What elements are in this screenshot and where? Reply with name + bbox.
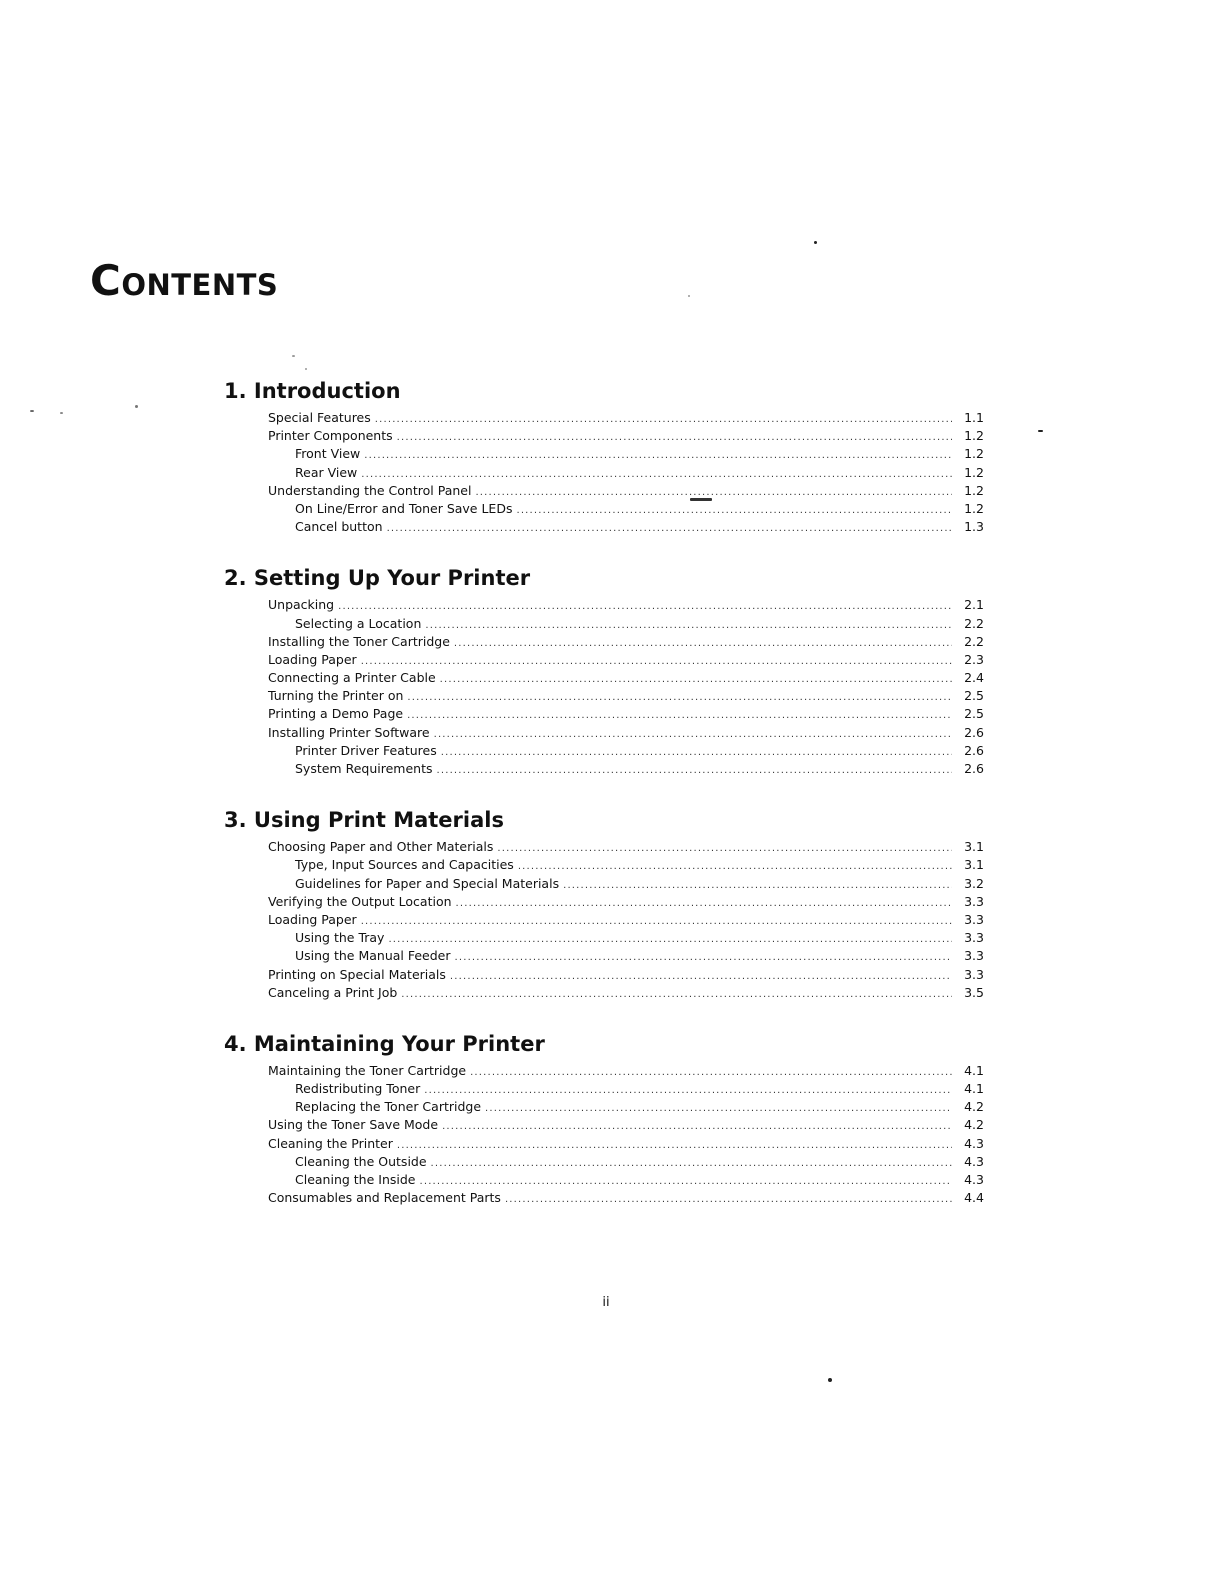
scan-speck (828, 1378, 832, 1382)
toc-entry-page: 2.6 (964, 724, 984, 740)
dot-leader (454, 635, 952, 653)
toc-entry-page: 1.2 (964, 464, 984, 480)
toc-entry-page: 3.2 (964, 875, 984, 891)
toc-entry (224, 409, 984, 427)
dot-leader (407, 689, 952, 707)
toc-entry-list (224, 596, 984, 778)
toc-entry-page: 3.3 (964, 930, 984, 946)
toc-entry-title: Unpacking (268, 597, 335, 613)
dot-leader (475, 484, 952, 502)
toc-entry-title: Using the Tray (295, 930, 385, 946)
toc-entry-page: 3.1 (964, 857, 984, 873)
toc-entry-page: 4.2 (964, 1117, 984, 1133)
toc-entry (224, 838, 984, 856)
toc-entry-page: 2.6 (964, 742, 984, 758)
chapter-heading: 1. Introduction (224, 379, 401, 403)
dot-leader (485, 1100, 952, 1118)
toc-entry-title: Printing on Special Materials (268, 966, 446, 982)
toc-entry-title: Printer Driver Features (295, 742, 437, 758)
toc-entry-page: 3.3 (964, 911, 984, 927)
toc-entry-page: 2.5 (964, 706, 984, 722)
dot-leader (364, 447, 952, 465)
toc-entry-page: 2.1 (964, 597, 984, 613)
toc-entry-page: 1.2 (964, 428, 984, 444)
dot-leader (424, 1082, 952, 1100)
toc-entry (224, 615, 984, 633)
toc-entry (224, 760, 984, 778)
dot-leader (497, 840, 952, 858)
toc-entry-page: 3.3 (964, 966, 984, 982)
scan-speck (305, 368, 307, 370)
toc-entry (224, 427, 984, 445)
dot-leader (387, 520, 952, 538)
toc-entry-page: 1.2 (964, 500, 984, 516)
toc-entry-title: Consumables and Replacement Parts (268, 1190, 501, 1206)
toc-entry-list (224, 1062, 984, 1208)
dot-leader (434, 726, 952, 744)
dot-leader (425, 617, 952, 635)
dot-leader (440, 671, 952, 689)
toc-entry-page: 4.4 (964, 1190, 984, 1206)
dot-leader (563, 877, 952, 895)
toc-entry-title: Cleaning the Inside (295, 1172, 416, 1187)
toc-entry-title: Understanding the Control Panel (268, 482, 472, 498)
dot-leader (437, 762, 953, 780)
toc-entry (224, 856, 984, 874)
toc-entry-title: Guidelines for Paper and Special Materials (295, 875, 560, 891)
scan-speck (60, 412, 63, 414)
toc-entry (224, 893, 984, 911)
dot-leader (431, 1155, 952, 1173)
toc-entry (224, 966, 984, 984)
toc-entry (224, 669, 984, 687)
toc-entry (224, 705, 984, 723)
toc-entry-page: 2.3 (964, 651, 984, 667)
toc-chapter (224, 806, 984, 1002)
dot-leader (401, 986, 952, 1004)
toc-entry-title: Connecting a Printer Cable (268, 670, 436, 686)
toc-entry-title: System Requirements (295, 761, 433, 776)
toc-entry-title: Maintaining the Toner Cartridge (268, 1062, 467, 1078)
dot-leader (361, 913, 952, 931)
toc-entry-title: Redistributing Toner (295, 1081, 421, 1097)
dot-leader (455, 949, 953, 967)
dot-leader (375, 411, 952, 429)
toc-entry-title: Rear View (295, 464, 358, 480)
toc-entry-page: 4.3 (964, 1172, 984, 1187)
toc-entry (224, 518, 984, 536)
toc-entry (224, 875, 984, 893)
dot-leader (516, 502, 952, 520)
toc-entry (224, 651, 984, 669)
dot-leader (518, 858, 952, 876)
toc-entry (224, 596, 984, 614)
toc-entry (224, 1062, 984, 1080)
toc-entry (224, 482, 984, 500)
toc-entry-title: Cancel button (295, 519, 383, 535)
toc-entry (224, 1135, 984, 1153)
scan-speck (292, 355, 295, 357)
toc-entry-page: 1.2 (964, 482, 984, 498)
toc-entry (224, 500, 984, 518)
dot-leader (407, 707, 952, 725)
dot-leader (388, 931, 952, 949)
toc-entry-page: 2.4 (964, 670, 984, 686)
scan-speck (1038, 430, 1043, 432)
toc-entry-title: Selecting a Location (295, 615, 422, 631)
toc-entry (224, 947, 984, 965)
toc-entry-page: 3.1 (964, 839, 984, 855)
page-title: Contents (90, 256, 279, 305)
toc-entry-list (224, 409, 984, 536)
dot-leader (338, 598, 952, 616)
dot-leader (456, 895, 952, 913)
toc-entry (224, 742, 984, 760)
toc-entry (224, 724, 984, 742)
toc-entry-title: Loading Paper (268, 651, 357, 667)
chapter-heading: 2. Setting Up Your Printer (224, 566, 531, 591)
toc-entry-title: Special Features (268, 410, 371, 425)
toc-entry-page: 4.1 (964, 1062, 984, 1078)
dot-leader (450, 968, 952, 986)
toc-entry-page: 4.2 (964, 1099, 984, 1115)
toc-entry (224, 929, 984, 947)
toc-entry-page: 4.1 (964, 1081, 984, 1097)
toc-entry-page: 2.6 (964, 761, 984, 776)
toc-entry (224, 1189, 984, 1207)
toc-entry-title: Cleaning the Printer (268, 1135, 393, 1151)
toc-entry-title: Cleaning the Outside (295, 1153, 427, 1169)
toc-entry-title: Choosing Paper and Other Materials (268, 839, 494, 855)
toc-entry-page: 1.2 (964, 446, 984, 462)
toc-entry-title: Printing a Demo Page (268, 706, 404, 722)
toc-entry-page: 4.3 (964, 1153, 984, 1169)
chapter-heading: 4. Maintaining Your Printer (224, 1031, 545, 1056)
toc-entry-title: Type, Input Sources and Capacities (295, 857, 514, 873)
dot-leader (442, 1118, 952, 1136)
scan-speck (814, 241, 817, 244)
toc-entry-title: Printer Components (268, 428, 393, 444)
toc-chapter (224, 377, 984, 536)
toc-entry (224, 633, 984, 651)
dot-leader (397, 1137, 952, 1155)
toc-entry-page: 1.3 (964, 519, 984, 535)
toc-entry-page: 3.5 (964, 984, 984, 1000)
toc-entry (224, 1116, 984, 1134)
toc-entry-title: Installing the Toner Cartridge (268, 633, 450, 649)
toc-entry (224, 464, 984, 482)
toc-entry-title: Turning the Printer on (268, 688, 404, 704)
toc-entry (224, 445, 984, 463)
toc-entry-page: 2.2 (964, 633, 984, 649)
dot-leader (441, 744, 952, 762)
toc-entry-title: Front View (295, 446, 361, 462)
dot-leader (505, 1191, 952, 1209)
toc-entry-title: Replacing the Toner Cartridge (295, 1099, 482, 1115)
toc-entry-page: 4.3 (964, 1135, 984, 1151)
toc-chapter (224, 1030, 984, 1208)
toc-entry-title: Using the Toner Save Mode (268, 1117, 439, 1133)
toc-entry (224, 911, 984, 929)
toc-entry (224, 1080, 984, 1098)
scan-speck (135, 405, 138, 408)
dot-leader (470, 1064, 952, 1082)
scan-speck (688, 295, 690, 297)
toc-entry (224, 984, 984, 1002)
table-of-contents (224, 377, 984, 1235)
toc-entry-title: Verifying the Output Location (268, 893, 452, 909)
toc-entry-title: Using the Manual Feeder (295, 948, 451, 964)
toc-entry (224, 1098, 984, 1116)
toc-entry-page: 1.1 (964, 410, 984, 425)
toc-entry-list (224, 838, 984, 1002)
scan-speck (690, 498, 712, 501)
dot-leader (361, 653, 952, 671)
toc-entry-page: 3.3 (964, 893, 984, 909)
page-number: ii (602, 1295, 610, 1310)
dot-leader (397, 429, 952, 447)
toc-chapter (224, 564, 984, 778)
toc-entry-title: Loading Paper (268, 911, 357, 927)
toc-entry-page: 2.5 (964, 688, 984, 704)
toc-entry-title: Canceling a Print Job (268, 984, 398, 1000)
toc-entry-title: On Line/Error and Toner Save LEDs (295, 500, 513, 516)
toc-entry-page: 2.2 (964, 615, 984, 631)
toc-entry-title: Installing Printer Software (268, 724, 430, 740)
scan-speck (30, 410, 34, 412)
toc-entry (224, 687, 984, 705)
toc-entry (224, 1153, 984, 1171)
chapter-heading: 3. Using Print Materials (224, 808, 504, 833)
toc-entry (224, 1171, 984, 1189)
toc-entry-page: 3.3 (964, 948, 984, 964)
